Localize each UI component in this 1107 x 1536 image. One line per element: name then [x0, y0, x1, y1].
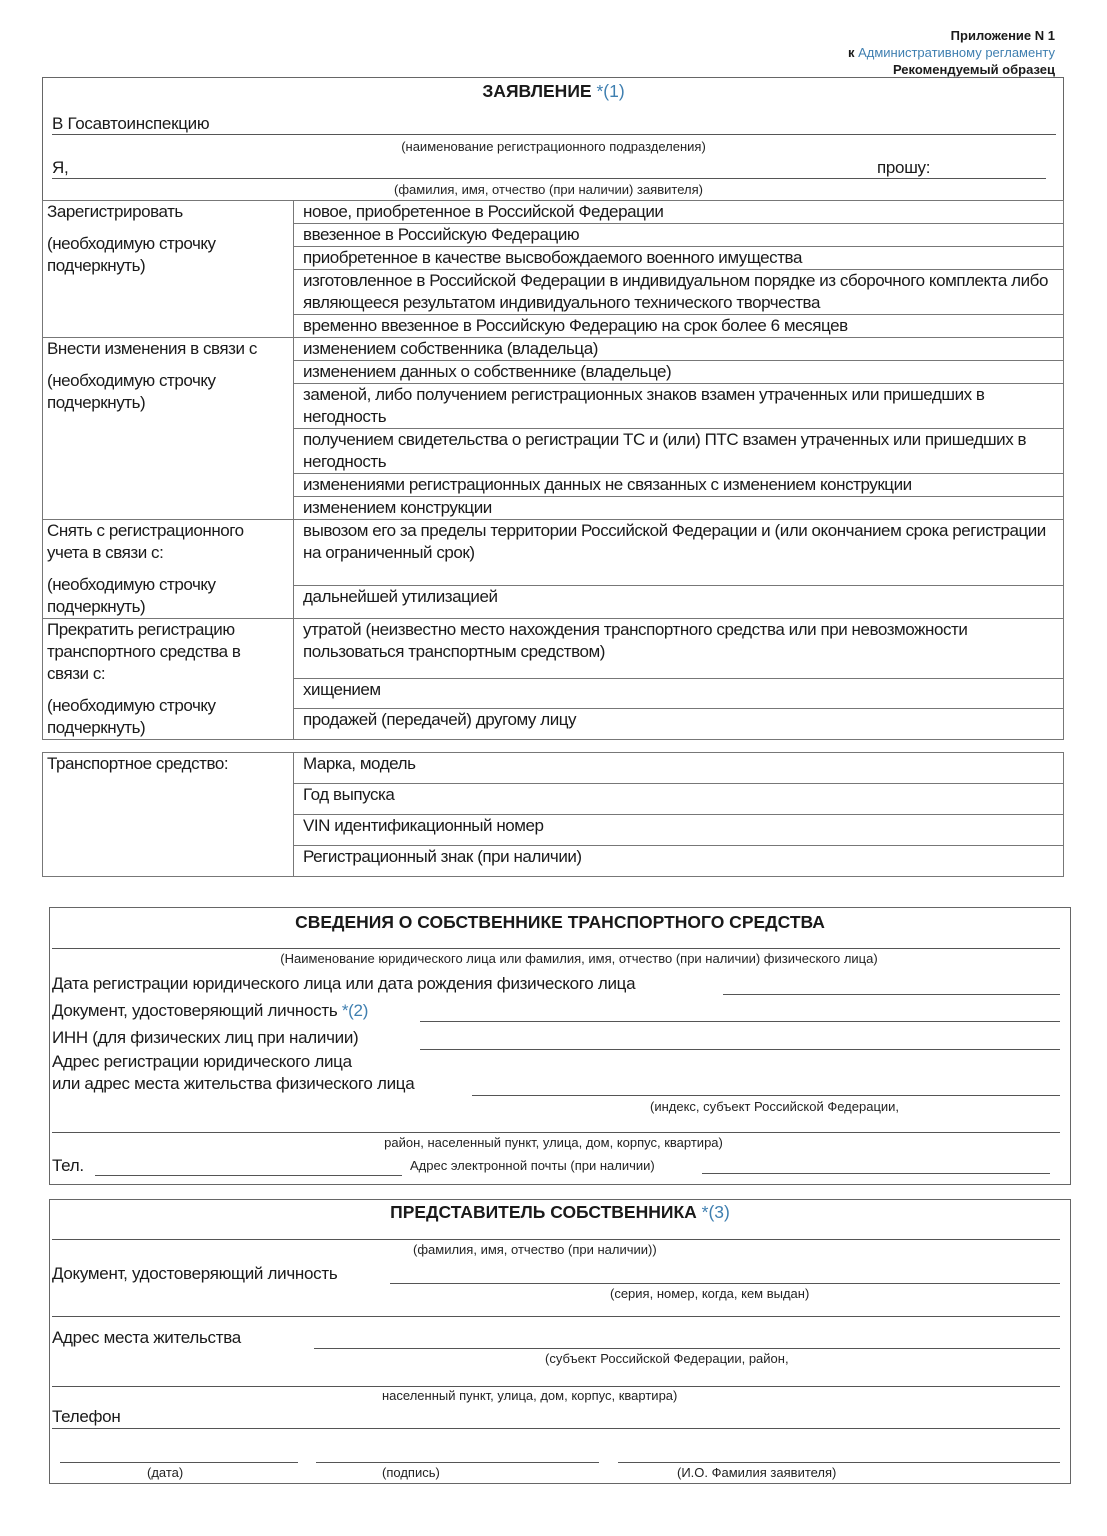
action-option[interactable]: изменениями регистрационных данных не связанных с изменением конструкции — [294, 474, 1064, 497]
owner-date-field[interactable] — [723, 994, 1060, 995]
owner-phone-field[interactable] — [95, 1175, 402, 1176]
vehicle-label: Транспортное средство: — [43, 753, 294, 877]
owner-address-field-2[interactable] — [52, 1132, 1060, 1133]
owner-address-label-1: Адрес регистрации юридического лица — [52, 1052, 352, 1071]
action-option[interactable]: заменой, либо получением регистрационных знаков взамен утраченных или пришедших в негодность — [294, 384, 1064, 429]
owner-email-field[interactable] — [702, 1173, 1050, 1174]
action-option[interactable]: изготовленное в Российской Федерации в индивидуальном порядке из сборочного комплекта либо являющееся результатом индивидуального технического творчества — [294, 270, 1064, 315]
action-group-hint: подчеркнуть) — [47, 597, 146, 616]
rep-address-hint-2: населенный пункт, улица, дом, корпус, квартира) — [382, 1388, 678, 1403]
action-group-hint: (необходимую строчку — [47, 234, 216, 253]
vehicle-row — [43, 753, 1064, 784]
owner-date-label: Дата регистрации юридического лица или дата рождения физического лица — [52, 974, 636, 993]
rep-doc-label: Документ, удостоверяющий личность — [52, 1264, 338, 1283]
action-option[interactable]: утратой (неизвестно место нахождения транспортного средства или при невозможности пользоваться транспортным средством) — [294, 619, 1064, 679]
to-hint: (наименование регистрационного подразделения) — [401, 139, 706, 154]
rep-doc-field-2[interactable] — [52, 1316, 1060, 1317]
owner-email-label: Адрес электронной почты (при наличии) — [410, 1158, 655, 1173]
owner-phone-label: Тел. — [52, 1156, 84, 1175]
representative-title-text: ПРЕДСТАВИТЕЛЬ СОБСТВЕННИКА — [390, 1202, 697, 1222]
action-group-title: Прекратить регистрацию — [47, 620, 235, 639]
regulation-link[interactable]: Административному регламенту — [858, 45, 1055, 60]
sign-signature-field[interactable] — [316, 1462, 599, 1463]
action-option[interactable]: временно ввезенное в Российскую Федерацию на срок более 6 месяцев — [294, 315, 1064, 338]
request-label: прошу: — [877, 158, 931, 177]
name-hint: (фамилия, имя, отчество (при наличии) заявителя) — [394, 182, 703, 197]
sample-label: Рекомендуемый образец — [892, 62, 1055, 77]
rep-doc-hint: (серия, номер, когда, кем выдан) — [610, 1286, 810, 1301]
owner-doc-label-wrap — [52, 1000, 368, 1021]
owner-address-field[interactable] — [472, 1095, 1060, 1096]
action-group-title: Снять с регистрационного — [47, 521, 244, 540]
rep-doc-field[interactable] — [390, 1283, 1060, 1284]
action-option[interactable]: приобретенное в качестве высвобождаемого военного имущества — [294, 247, 1064, 270]
vehicle-field[interactable]: VIN идентификационный номер — [294, 815, 1064, 846]
action-option[interactable]: дальнейшей утилизацией — [294, 585, 1064, 619]
rep-phone-field[interactable] — [52, 1428, 1060, 1429]
appendix-number: Приложение N 1 — [950, 28, 1055, 43]
action-group-title: транспортного средства в — [47, 642, 241, 661]
footnote-2[interactable]: *(2) — [341, 1001, 369, 1020]
owner-inn-label: ИНН (для физических лиц при наличии) — [52, 1028, 359, 1047]
action-group-title: Внести изменения в связи с — [47, 339, 257, 358]
owner-address-hint-2: район, населенный пункт, улица, дом, корпус, квартира) — [384, 1135, 723, 1150]
action-group-hint: подчеркнуть) — [47, 393, 146, 412]
action-group-hint: подчеркнуть) — [47, 718, 146, 737]
owner-title: СВЕДЕНИЯ О СОБСТВЕННИКЕ ТРАНСПОРТНОГО СРЕДСТВА — [295, 912, 825, 932]
representative-title — [49, 1201, 1071, 1223]
vehicle-field[interactable]: Марка, модель — [294, 753, 1064, 784]
rep-address-hint-1: (субъект Российской Федерации, район, — [545, 1351, 789, 1366]
owner-address-hint-1: (индекс, субъект Российской Федерации, — [650, 1099, 900, 1114]
rep-address-field-2[interactable] — [52, 1386, 1060, 1387]
owner-doc-label: Документ, удостоверяющий личность — [52, 1001, 338, 1020]
sign-date-hint: (дата) — [147, 1465, 184, 1480]
owner-address-label-2: или адрес места жительства физического лица — [52, 1074, 415, 1093]
action-option[interactable]: ввезенное в Российскую Федерацию — [294, 224, 1064, 247]
action-group-hint: (необходимую строчку — [47, 575, 216, 594]
vehicle-field[interactable]: Год выпуска — [294, 784, 1064, 815]
owner-inn-field[interactable] — [420, 1049, 1060, 1050]
action-group-title: Зарегистрировать — [47, 202, 183, 221]
footnote-3[interactable]: *(3) — [701, 1202, 730, 1222]
action-option[interactable]: вывозом его за пределы территории Российской Федерации и (или окончанием срока регистрации на ограниченный срок) — [294, 520, 1064, 586]
sign-date-field[interactable] — [60, 1462, 298, 1463]
action-group-hint: (необходимую строчку — [47, 371, 216, 390]
action-option[interactable]: изменением данных о собственнике (владельце) — [294, 361, 1064, 384]
rep-name-hint: (фамилия, имя, отчество (при наличии)) — [413, 1242, 657, 1257]
action-group-hint: подчеркнуть) — [47, 256, 146, 275]
action-option[interactable]: новое, приобретенное в Российской Федерации — [294, 201, 1064, 224]
action-group-title: учета в связи с: — [47, 543, 164, 562]
to-label: В Госавтоинспекцию — [52, 114, 210, 133]
sign-name-hint: (И.О. Фамилия заявителя) — [677, 1465, 837, 1480]
application-title-text: ЗАЯВЛЕНИЕ — [482, 81, 592, 101]
action-option[interactable]: изменением собственника (владельца) — [294, 338, 1064, 361]
action-row — [43, 619, 1064, 679]
rep-name-line[interactable] — [52, 1239, 1060, 1240]
spacer — [47, 685, 289, 695]
i-label: Я, — [52, 158, 69, 177]
owner-doc-field[interactable] — [420, 1021, 1060, 1022]
vehicle-table — [42, 752, 1064, 877]
action-option[interactable]: получением свидетельства о регистрации ТС и (или) ПТС взамен утраченных или пришедших в негодность — [294, 429, 1064, 474]
action-option[interactable]: изменением конструкции — [294, 497, 1064, 520]
rep-address-label: Адрес места жительства — [52, 1328, 241, 1347]
rep-address-field[interactable] — [314, 1348, 1060, 1349]
rep-phone-label: Телефон — [52, 1407, 121, 1426]
action-group-label — [43, 619, 294, 740]
action-option[interactable]: продажей (передачей) другому лицу — [294, 709, 1064, 740]
sign-name-field[interactable] — [618, 1462, 1060, 1463]
footnote-1[interactable]: *(1) — [596, 81, 625, 101]
owner-name-hint: (Наименование юридического лица или фамилия, имя, отчество (при наличии) физического лица) — [280, 951, 878, 966]
action-option[interactable]: хищением — [294, 678, 1064, 709]
to-prefix: к — [847, 45, 859, 60]
owner-name-line[interactable] — [52, 948, 1060, 949]
action-group-title: связи с: — [47, 664, 106, 683]
action-group-hint: (необходимую строчку — [47, 696, 216, 715]
vehicle-field[interactable]: Регистрационный знак (при наличии) — [294, 846, 1064, 877]
sign-signature-hint: (подпись) — [382, 1465, 440, 1480]
